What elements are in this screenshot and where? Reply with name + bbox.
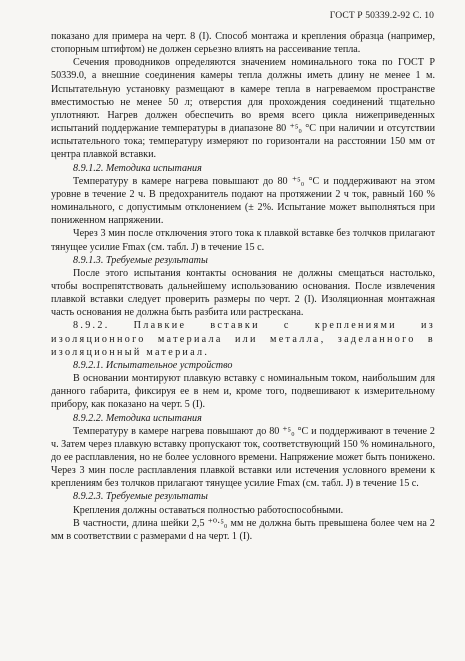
paragraph: В частности, длина шейки 2,5 ⁺⁰·⁵₀ мм не должна быть превышена более чем на 2 мм в соответствии с размерами d на черт. 1 (I). (51, 517, 435, 542)
section-heading: 8.9.2.3. Требуемые результаты (73, 491, 208, 503)
section-heading: 8.9.2.2. Методика испытания (73, 412, 202, 424)
paragraph: Через 3 мин после отключения этого тока к плавкой вставке без толчков прилагают тянущее усилие Fmax (см. табл. J) в течение 15 с. (51, 228, 435, 253)
paragraph: После этого испытания контакты основания не должны смещаться настолько, чтобы воспрепятствовать дальнейшему использованию основания. После извлечения плавкой вставки следует проверить размеры по черт. 2 (I). Изоляционная монтажная часть основания не должна быть разбита или растрескана. (51, 267, 435, 319)
section-heading: 8.9.2. Плавкие вставки с креплениями из изоляционного материала или металла, заделанного в изоляционный материал. (51, 320, 435, 358)
document-body (51, 30, 435, 543)
section-heading: 8.9.1.2. Методика испытания (73, 162, 202, 174)
paragraph: Температуру в камере нагрева повышают до 80 ⁺⁵₀ °С и поддерживают в течение 2 ч. Затем через плавкую вставку пропускают ток, соответствующий 150 % номинального, до ее расплавления, но не более условного времени. Напряжение может быть понижено. Через 3 мин после расплавления плавкой вставки или истечения условного времени к креплениям без толчков прилагают тянущее усилие Fmax (см. табл. J) в течение 15 с. (51, 425, 435, 490)
paragraph: показано для примера на черт. 8 (I). Способ монтажа и крепления образца (например, стопорным штифтом) не должен серьезно влиять на рассеивание тепла. (51, 31, 435, 56)
paragraph: Крепления должны оставаться полностью работоспособными. (73, 504, 344, 516)
section-heading: 8.9.2.1. Испытательное устройство (73, 359, 233, 371)
paragraph: В основании монтируют плавкую вставку с номинальным током, наибольшим для данного габарита, фиксируя ее в нем и, кроме того, подвешивают к измерительному прибору, как показано на черт. 5 (I). (51, 373, 435, 411)
section-heading: 8.9.1.3. Требуемые результаты (73, 254, 208, 266)
paragraph: Сечения проводников определяются значением номинального тока по ГОСТ Р 50339.0, а внешние соединения камеры тепла должны иметь длину не менее 1 м. Испытательную установку размещают в камере тепла в нагреваемом пространстве вместимостью не менее 50 л; отверстия для прохождения соединений тщательно уплотняют. Нагрев должен обеспечить во время всего цикла нижеприведенных испытаний поддержание температуры в диапазоне 80 ⁺⁵₀ °С при наличии и отсутствии испытательного тока; температуру измеряют по горизонтали на расстоянии 150 мм от центра плавкой вставки. (51, 57, 435, 161)
page-header: ГОСТ Р 50339.2-92 С. 10 (329, 10, 434, 21)
paragraph: Температуру в камере нагрева повышают до 80 ⁺⁵₀ °С и поддерживают на этом уровне в течение 2 ч. В предохранитель подают на протяжении 2 ч ток, равный 160 % номинального, с допустимым отклонением (± 2%. Испытание может выполняться при пониженном напряжении. (51, 175, 435, 227)
